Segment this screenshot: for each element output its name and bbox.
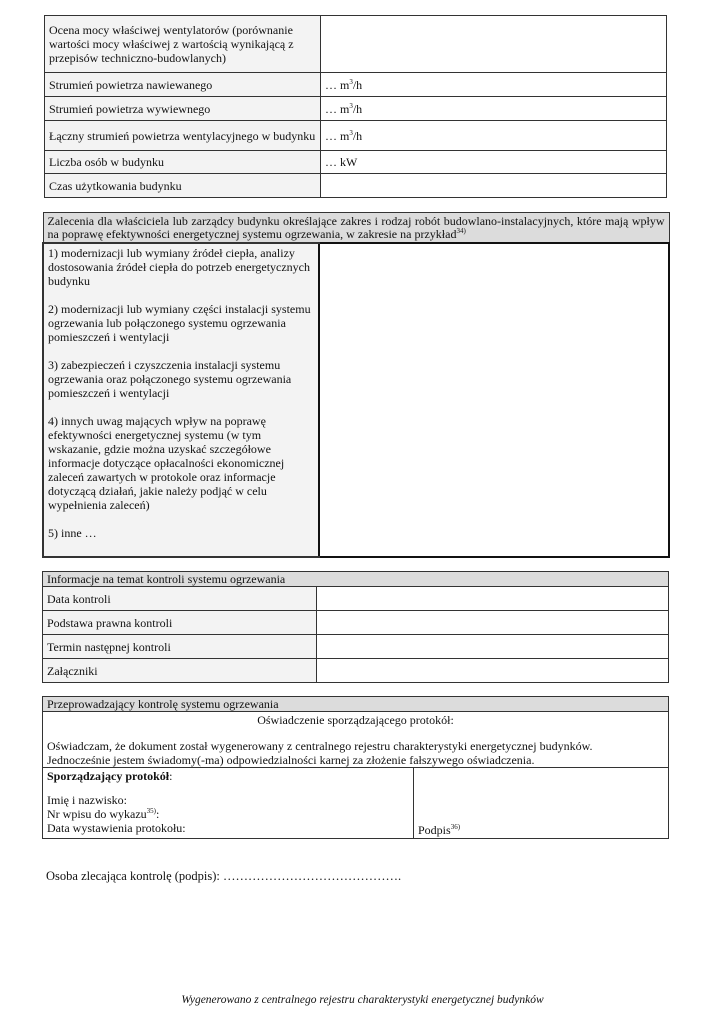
inspector-table — [42, 696, 669, 839]
legal-basis-label: Podstawa prawna kontroli — [43, 611, 317, 635]
exhaust-air-value: … $m^3/h$ — [321, 97, 667, 121]
registry-number-label: Nr wpisu do wykazu$^{35)}$: — [47, 807, 160, 821]
exhaust-air-label: Strumień powietrza wywiewnego — [45, 97, 321, 121]
next-inspection-label: Termin następnej kontroli — [43, 635, 317, 659]
inspection-table — [42, 571, 669, 683]
ventilation-table — [44, 15, 667, 198]
inspection-date-label: Data kontroli — [43, 587, 317, 611]
fan-power-value — [321, 16, 667, 73]
occupants-value: … kW — [321, 151, 667, 174]
recommendation-item-1: 1) modernizacji lub wymiany źródeł ciepła, analizy dostosowania źródeł ciepła do potrzeb energetycznych budynku — [48, 245, 311, 288]
declaration — [43, 712, 669, 768]
usage-time-label: Czas użytkowania budynku — [45, 174, 321, 198]
supply-air-value: … $m^3/h$ — [321, 73, 667, 97]
recommendations-table — [42, 212, 670, 558]
recommendations-list — [43, 243, 319, 557]
usage-time-value — [321, 174, 667, 198]
inspector-header: Przeprowadzający kontrolę systemu ogrzewania — [43, 697, 669, 712]
supply-air-label: Strumień powietrza nawiewanego — [45, 73, 321, 97]
recommendation-item-4: 4) innych uwag mających wpływ na poprawę efektywności energetycznej systemu (w tym wskazanie, gdzie można uzyskać szczegółowe informacje dotyczące opłacalności ekonomicznej zaleceń zawartych w protokole oraz informacje dotyczącą działań, jakie należy podjąć w celu wypełnienia zaleceń) — [48, 413, 285, 512]
declaration-line-2: Jednocześnie jestem świadomy(-ma) odpowiedzialności karnej za złożenie fałszywego oświadczenia. — [47, 753, 535, 767]
occupants-label: Liczba osób w budynku — [45, 151, 321, 174]
signature-footnote: 36) — [450, 823, 461, 831]
next-inspection-field[interactable] — [317, 635, 669, 659]
recommendations-header: Zalecenia dla właściciela lub zarządcy budynku określające zakres i rodzaj robót budowlano-instalacyjnych, które mają wpływ na poprawę efektywności energetycznej systemu ogrzewania, w zakresie na przykład$^{34)}$ — [43, 213, 669, 243]
legal-basis-field[interactable] — [317, 611, 669, 635]
name-label: Imię i nazwisko: — [47, 793, 127, 807]
inspection-header: Informacje na temat kontroli systemu ogrzewania — [43, 572, 669, 587]
inspection-date-field[interactable] — [317, 587, 669, 611]
preparer-title: Sporządzający protokół: — [47, 769, 173, 783]
declaration-line-1: Oświadczam, że dokument został wygenerowany z centralnego rejestru charakterystyki energetycznej budynków. — [47, 739, 593, 753]
attachments-label: Załączniki — [43, 659, 317, 683]
recommendation-item-3: 3) zabezpieczeń i czyszczenia instalacji systemu ogrzewania oraz połączonego systemu ogrzewania pomieszczeń i wentylacji — [48, 357, 292, 400]
recommendation-item-5: 5) inne … — [48, 525, 97, 540]
fan-power-label: Ocena mocy właściwej wentylatorów (porównanie wartości mocy właściwej z wartością wynikającą z przepisów techniczno-budowlanych) — [45, 16, 321, 73]
total-air-label: Łączny strumień powietrza wentylacyjnego w budynku — [45, 121, 321, 151]
total-air-value: … $m^3/h$ — [321, 121, 667, 151]
signature-cell[interactable] — [414, 768, 669, 839]
recommendations-field[interactable] — [319, 243, 669, 557]
attachments-field[interactable] — [317, 659, 669, 683]
recommendation-item-2: 2) modernizacji lub wymiany części instalacji systemu ogrzewania lub połączonego systemu ogrzewania pomieszczeń i wentylacji — [48, 301, 311, 344]
signature-label: Podpis — [418, 823, 451, 837]
issue-date-label: Data wystawienia protokołu: — [47, 821, 186, 835]
preparer-cell — [43, 768, 414, 839]
ordering-person-signature: Osoba zlecająca kontrolę (podpis): ……………………………………. — [46, 869, 402, 883]
page-footer: Wygenerowano z centralnego rejestru charakterystyki energetycznej budynków — [181, 994, 544, 1006]
declaration-title: Oświadczenie sporządzającego protokół: — [257, 713, 454, 727]
